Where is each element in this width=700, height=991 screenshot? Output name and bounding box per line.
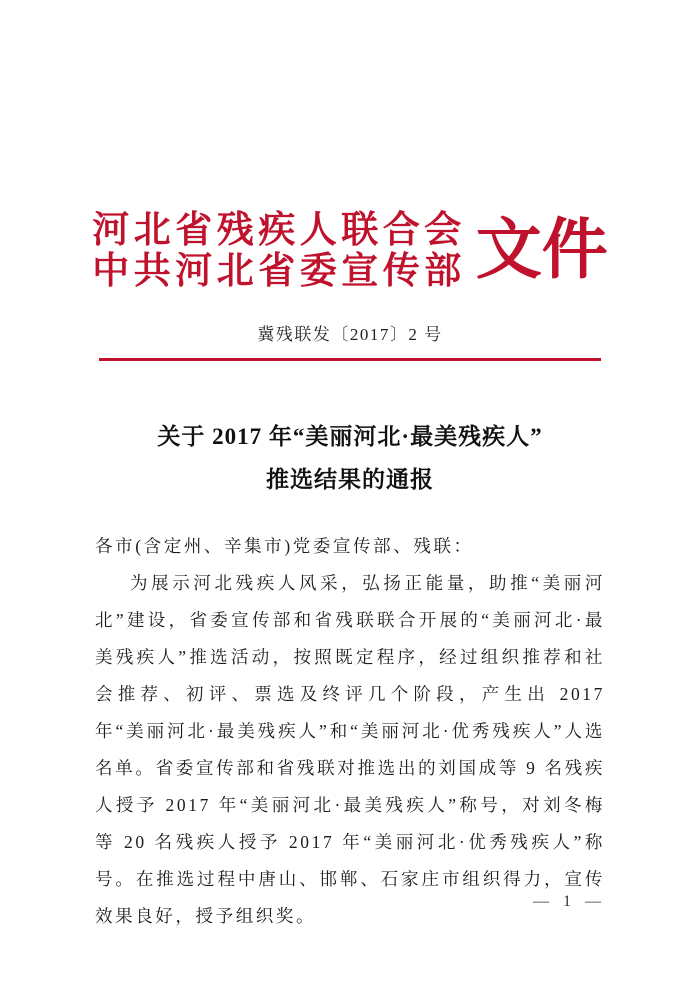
issuing-organizations: [92, 210, 466, 292]
page-number: — 1 —: [533, 893, 606, 910]
document-number: 冀残联发〔2017〕2 号: [257, 325, 443, 344]
title-line-2: 推选结果的通报: [266, 467, 434, 492]
body-paragraph: 为展示河北残疾人风采，弘扬正能量，助推“美丽河北”建设，省委宣传部和省残联联合开展的“美丽河北·最美残疾人”推选活动，按照既定程序，经过组织推荐和社会推荐、初评、票选及终评几个阶段，产生出 2017 年“美丽河北·最美残疾人”和“美丽河北·优秀残疾人”人选名单。省委宣传部和省残联对推选出的刘国成等 9 名残疾人授予 2017 年“美丽河北·最美残疾人”称号，对刘冬梅等 20 名残疾人授予 2017 年“美丽河北·优秀残疾人”称号。在推选过程中唐山、邯郸、石家庄市组织得力，宣传效果良好，授予组织奖。: [95, 573, 605, 926]
red-divider-line: [99, 358, 601, 361]
org-line-federation: 河北省残疾人联合会: [92, 210, 466, 251]
title-line-1: 关于 2017 年“美丽河北·最美残疾人”: [157, 424, 543, 449]
salutation-line: 各市(含定州、辛集市)党委宣传部、残联：: [95, 536, 474, 556]
document-body: [95, 528, 605, 935]
document-word: 文件: [475, 214, 608, 287]
document-title: [0, 415, 700, 501]
letterhead: [0, 210, 700, 292]
org-line-publicity-dept: 中共河北省委宣传部: [92, 251, 466, 292]
